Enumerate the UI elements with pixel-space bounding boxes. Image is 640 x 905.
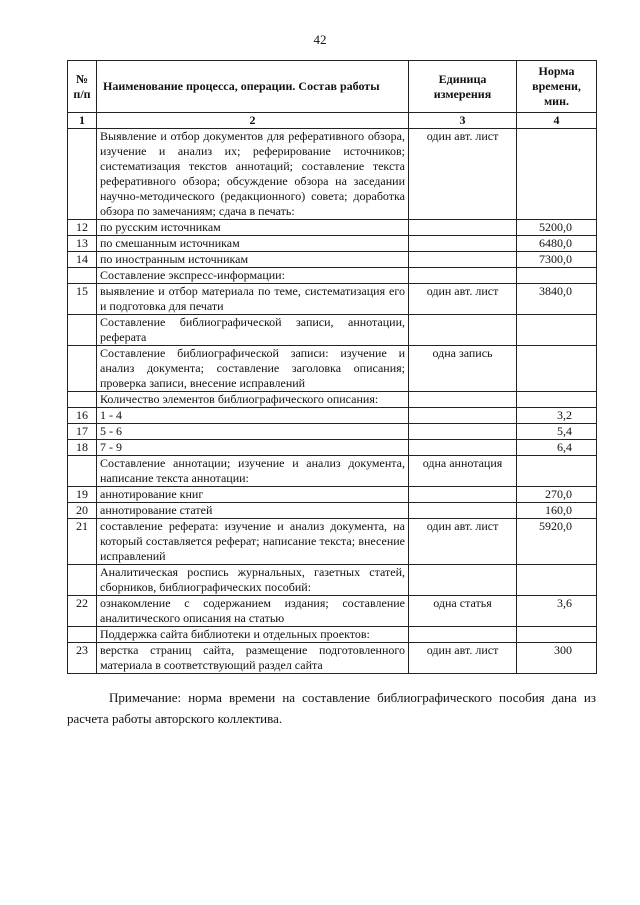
row-unit: одна статья <box>409 596 517 627</box>
row-name: Поддержка сайта библиотеки и отдельных проектов: <box>97 627 409 643</box>
row-unit: один авт. лист <box>409 129 517 220</box>
norms-table <box>67 60 597 674</box>
table-row <box>68 627 597 643</box>
column-number: 3 <box>409 113 517 129</box>
column-number: 1 <box>68 113 97 129</box>
row-name: по иностранным источникам <box>97 252 409 268</box>
row-unit <box>409 252 517 268</box>
row-name: выявление и отбор материала по теме, систематизация его и подготовка для печати <box>97 284 409 315</box>
column-number: 2 <box>97 113 409 129</box>
row-name: по русским источникам <box>97 220 409 236</box>
row-name: Количество элементов библиографического описания: <box>97 392 409 408</box>
row-unit <box>409 424 517 440</box>
row-unit <box>409 392 517 408</box>
header-row <box>68 61 597 113</box>
row-value <box>517 392 597 408</box>
row-unit <box>409 627 517 643</box>
table-row <box>68 236 597 252</box>
row-name: Аналитическая роспись журнальных, газетных статей, сборников, библиографических пособий: <box>97 565 409 596</box>
row-name: Выявление и отбор документов для реферативного обзора, изучение и анализ их; реферирование источников; систематизация текстов аннотаций; составление текста реферативного обзора; обсуждение обзора на заседании научно-методического (редакционного) совета; доработка обзора по замечаниям; сдача в печать: <box>97 129 409 220</box>
header-name: Наименование процесса, операции. Состав работы <box>97 61 409 113</box>
row-unit <box>409 220 517 236</box>
row-unit: один авт. лист <box>409 519 517 565</box>
row-unit <box>409 487 517 503</box>
row-num <box>68 315 97 346</box>
row-value <box>517 565 597 596</box>
row-num: 12 <box>68 220 97 236</box>
row-unit <box>409 440 517 456</box>
row-value: 160,0 <box>517 503 597 519</box>
table-row <box>68 392 597 408</box>
row-value: 5200,0 <box>517 220 597 236</box>
row-num <box>68 129 97 220</box>
row-value <box>517 129 597 220</box>
row-num <box>68 456 97 487</box>
table-row <box>68 129 597 220</box>
table-row <box>68 565 597 596</box>
table-row <box>68 440 597 456</box>
row-num <box>68 268 97 284</box>
column-number: 4 <box>517 113 597 129</box>
note: Примечание: норма времени на составление библиографического пособия дана из расчета работы авторского коллектива. <box>67 690 596 726</box>
row-name: 5 - 6 <box>97 424 409 440</box>
table-row <box>68 424 597 440</box>
page-number: 42 <box>313 32 327 47</box>
row-name: 1 - 4 <box>97 408 409 424</box>
row-value: 5,4 <box>517 424 597 440</box>
row-value <box>517 456 597 487</box>
row-unit <box>409 408 517 424</box>
table-row <box>68 503 597 519</box>
row-value: 7300,0 <box>517 252 597 268</box>
row-num: 19 <box>68 487 97 503</box>
row-value <box>517 268 597 284</box>
row-name: Составление библиографической записи, аннотации, реферата <box>97 315 409 346</box>
row-unit: одна аннотация <box>409 456 517 487</box>
row-name: ознакомление с содержанием издания; составление аналитического описания на статью <box>97 596 409 627</box>
table-row <box>68 596 597 627</box>
row-unit <box>409 315 517 346</box>
row-num: 17 <box>68 424 97 440</box>
row-unit <box>409 503 517 519</box>
table-row <box>68 252 597 268</box>
row-value <box>517 627 597 643</box>
table-body <box>68 129 597 674</box>
row-value: 3,6 <box>517 596 597 627</box>
table-row <box>68 315 597 346</box>
row-unit: один авт. лист <box>409 643 517 674</box>
row-name: составление реферата: изучение и анализ документа, на который составляется реферат; написание текста; внесение исправлений <box>97 519 409 565</box>
row-name: Составление библиографической записи: изучение и анализ документа; составление заголовка описания; проверка записи, внесение исправлений <box>97 346 409 392</box>
row-num: 20 <box>68 503 97 519</box>
row-name: верстка страниц сайта, размещение подготовленного материала в соответствующий раздел сайта <box>97 643 409 674</box>
header-norm: Норма времени, мин. <box>517 61 597 113</box>
row-name: аннотирование статей <box>97 503 409 519</box>
row-unit <box>409 565 517 596</box>
row-value: 6,4 <box>517 440 597 456</box>
row-num <box>68 392 97 408</box>
row-num: 13 <box>68 236 97 252</box>
table-row <box>68 487 597 503</box>
row-unit: одна запись <box>409 346 517 392</box>
row-value: 270,0 <box>517 487 597 503</box>
row-name: Составление экспресс-информации: <box>97 268 409 284</box>
row-value <box>517 315 597 346</box>
table-row <box>68 408 597 424</box>
row-num: 21 <box>68 519 97 565</box>
row-num <box>68 346 97 392</box>
row-num: 22 <box>68 596 97 627</box>
row-num: 15 <box>68 284 97 315</box>
column-numbers-row <box>68 113 597 129</box>
row-value: 300 <box>517 643 597 674</box>
table-row <box>68 268 597 284</box>
row-name: 7 - 9 <box>97 440 409 456</box>
row-num: 14 <box>68 252 97 268</box>
table-row <box>68 284 597 315</box>
row-num: 16 <box>68 408 97 424</box>
table-row <box>68 346 597 392</box>
row-unit <box>409 268 517 284</box>
row-num: 23 <box>68 643 97 674</box>
header-num: № п/п <box>68 61 97 113</box>
row-name: по смешанным источникам <box>97 236 409 252</box>
row-num <box>68 565 97 596</box>
row-unit <box>409 236 517 252</box>
table-row <box>68 643 597 674</box>
table-row <box>68 456 597 487</box>
row-value: 3840,0 <box>517 284 597 315</box>
table-row <box>68 220 597 236</box>
row-num: 18 <box>68 440 97 456</box>
table-row <box>68 519 597 565</box>
row-value <box>517 346 597 392</box>
row-name: аннотирование книг <box>97 487 409 503</box>
header-unit: Единица измерения <box>409 61 517 113</box>
row-unit: один авт. лист <box>409 284 517 315</box>
row-value: 3,2 <box>517 408 597 424</box>
row-value: 6480,0 <box>517 236 597 252</box>
row-num <box>68 627 97 643</box>
row-value: 5920,0 <box>517 519 597 565</box>
row-name: Составление аннотации; изучение и анализ документа, написание текста аннотации: <box>97 456 409 487</box>
